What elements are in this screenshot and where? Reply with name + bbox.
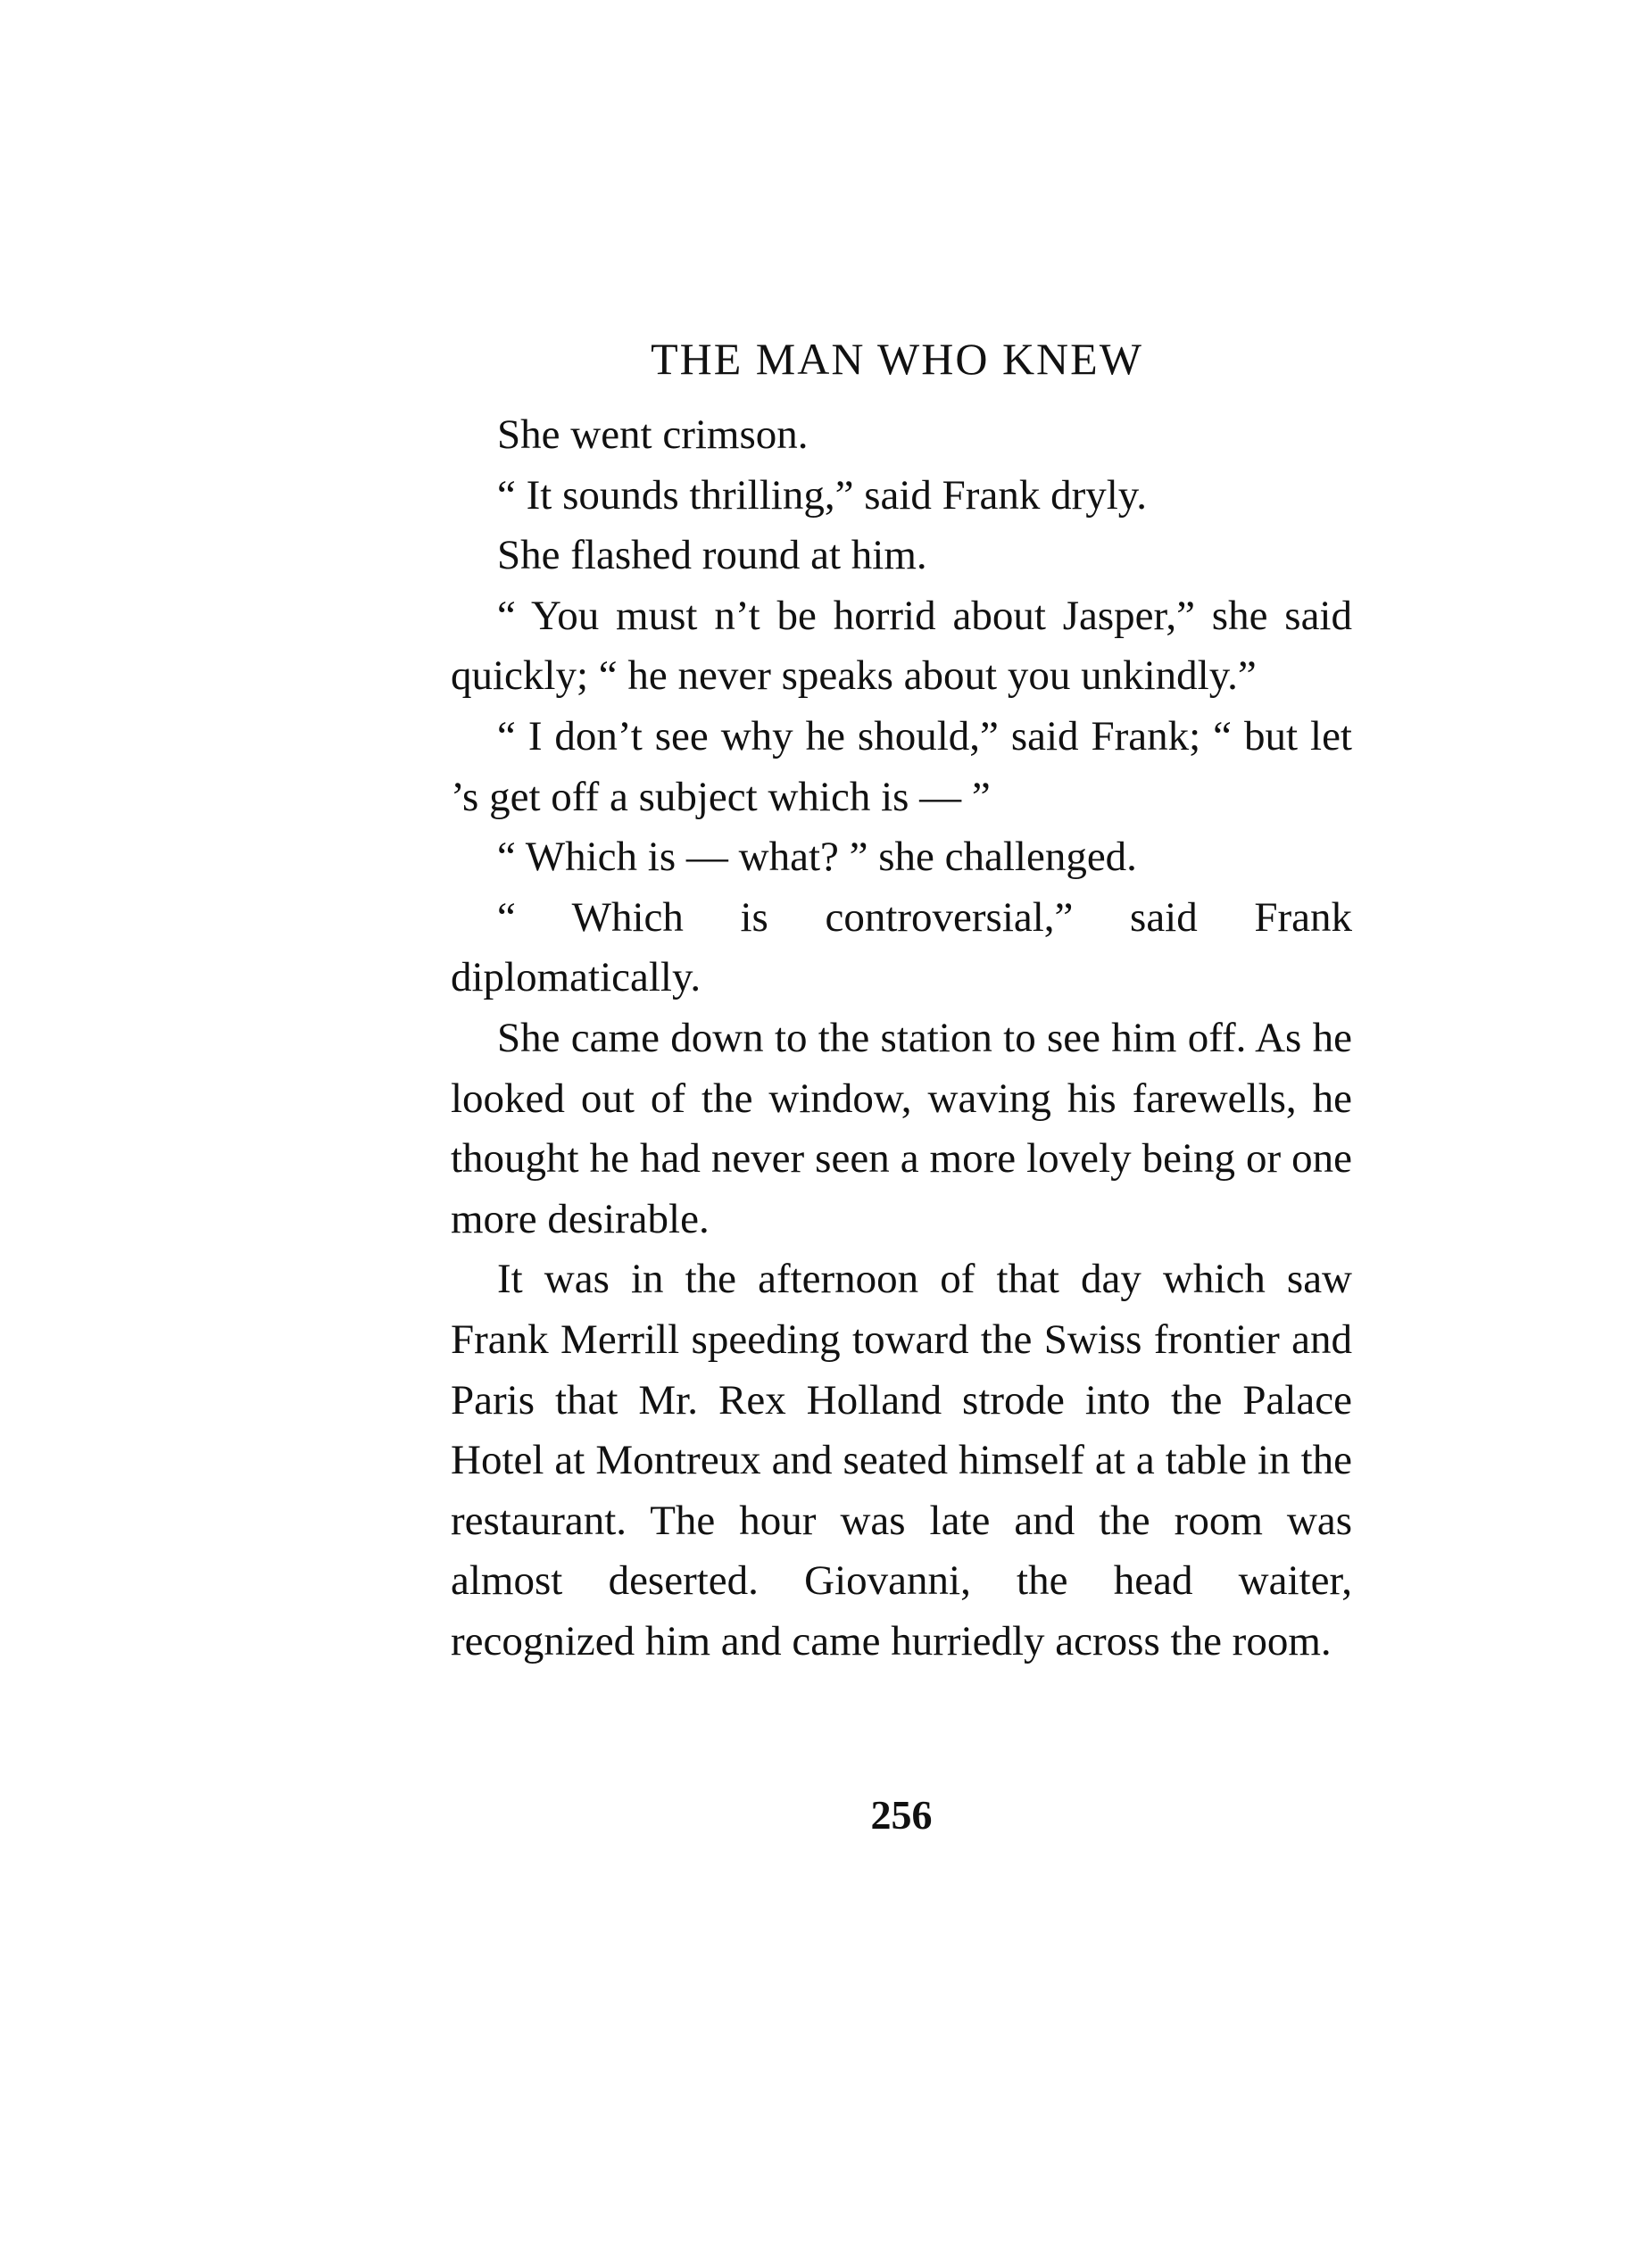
paragraph: She went crimson. xyxy=(497,411,809,458)
paragraph: “ You must n’t be horrid about Jasper,” she said quickly; “ he never speaks about you unkindly.” xyxy=(451,592,1352,700)
paragraph: “ Which is controversial,” said Frank diplomatically. xyxy=(451,893,1352,1001)
paragraph: It was in the afternoon of that day which saw Frank Merrill speeding toward the Swiss frontier and Paris that Mr. Rex Holland strode into the Palace Hotel at Montreux and seated himself at a table in the restaurant. The hour was late and the room was almost deserted. Giovanni, the head waiter, recognized him and came hurriedly across the room. xyxy=(451,1256,1352,1664)
paragraph: “ Which is — what? ” she challenged. xyxy=(497,834,1137,881)
running-head: THE MAN WHO KNEW xyxy=(651,334,1143,384)
body-text xyxy=(451,405,1352,1672)
paragraph: She flashed round at him. xyxy=(497,532,927,579)
paragraph: “ I don’t see why he should,” said Frank; “ but let ’s get off a subject which is — ” xyxy=(451,712,1352,820)
page-number: 256 xyxy=(870,1792,933,1838)
paragraph: She came down to the station to see him off. As he looked out of the window, waving his farewells, he thought he had never seen a more lovely being or one more desirable. xyxy=(451,1014,1352,1242)
paragraph: “ It sounds thrilling,” said Frank dryly. xyxy=(497,471,1147,519)
